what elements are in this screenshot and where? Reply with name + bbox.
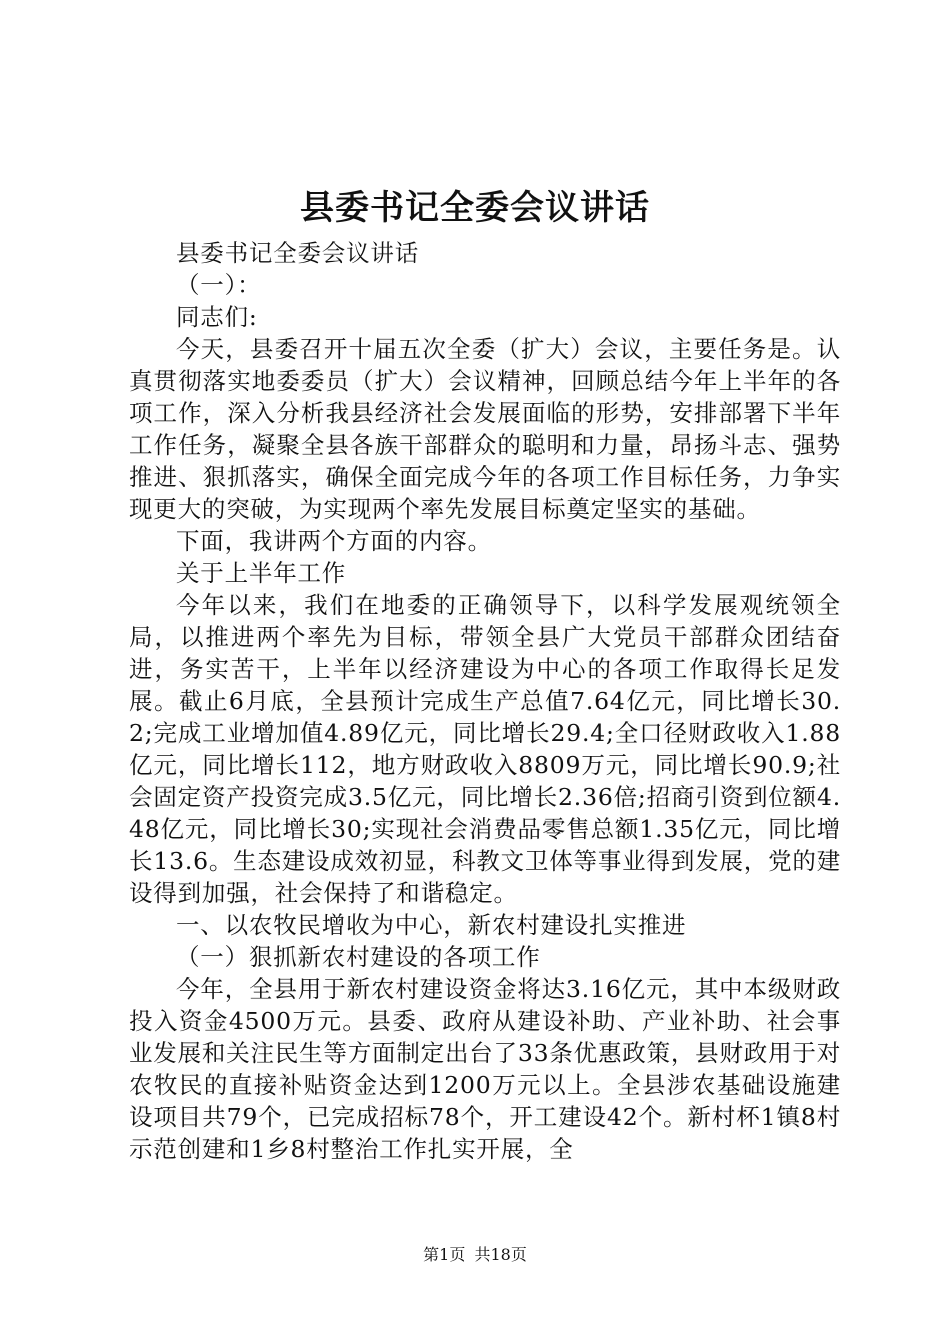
paragraph-salutation: 同志们: [176, 303, 258, 331]
paragraph-section-marker: （一）： [176, 271, 262, 299]
document-body [129, 237, 841, 1165]
paragraph-subtitle: 县委书记全委会议讲话 [176, 239, 419, 267]
paragraph-outline: 下面，我讲两个方面的内容。 [176, 527, 492, 555]
paragraph-subheading-one: （一）狠抓新农村建设的各项工作 [176, 943, 541, 971]
paragraph-new-village: 今年，全县用于新农村建设资金将达3.16亿元，其中本级财政投入资金4500万元。县委、政府从建设补助、产业补助、社会事业发展和关注民生等方面制定出台了33条优惠政策，县财政用于对农牧民的直接补贴资金达到1200万元以上。全县涉农基础设施建设项目共79个，已完成招标78个，开工建设42个。新村杯1镇8村示范创建和1乡8村整治工作扎实开展，全 [129, 975, 841, 1163]
page-total: 共18页 [474, 1245, 527, 1264]
page-number: 第1页 [423, 1245, 466, 1264]
paragraph-heading-one: 一、以农牧民增收为中心，新农村建设扎实推进 [176, 911, 687, 939]
paragraph-first-half-summary: 今年以来，我们在地委的正确领导下，以科学发展观统领全局，以推进两个率先为目标，带领全县广大党员干部群众团结奋进，务实苦干，上半年以经济建设为中心的各项工作取得长足发展。截止6月底，全县预计完成生产总值7.64亿元，同比增长30.2;完成工业增加值4.89亿元，同比增长29.4;全口径财政收入1.88亿元，同比增长112，地方财政收入8809万元，同比增长90.9;社会固定资产投资完成3.5亿元，同比增长2.36倍;招商引资到位额4.48亿元，同比增长30;实现社会消费品零售总额1.35亿元，同比增长13.6。生态建设成效初显，科教文卫体等事业得到发展，党的建设得到加强，社会保持了和谐稳定。 [129, 591, 841, 907]
paragraph-intro: 今天，县委召开十届五次全委（扩大）会议，主要任务是。认真贯彻落实地委委员（扩大）会议精神，回顾总结今年上半年的各项工作，深入分析我县经济社会发展面临的形势，安排部署下半年工作任务，凝聚全县各族干部群众的聪明和力量，昂扬斗志、强势推进、狠抓落实，确保全面完成今年的各项工作目标任务，力争实现更大的突破，为实现两个率先发展目标奠定坚实的基础。 [129, 335, 841, 523]
document-title: 县委书记全委会议讲话 [300, 188, 650, 228]
paragraph-heading-first-half: 关于上半年工作 [176, 559, 347, 587]
page-footer [0, 1244, 950, 1266]
